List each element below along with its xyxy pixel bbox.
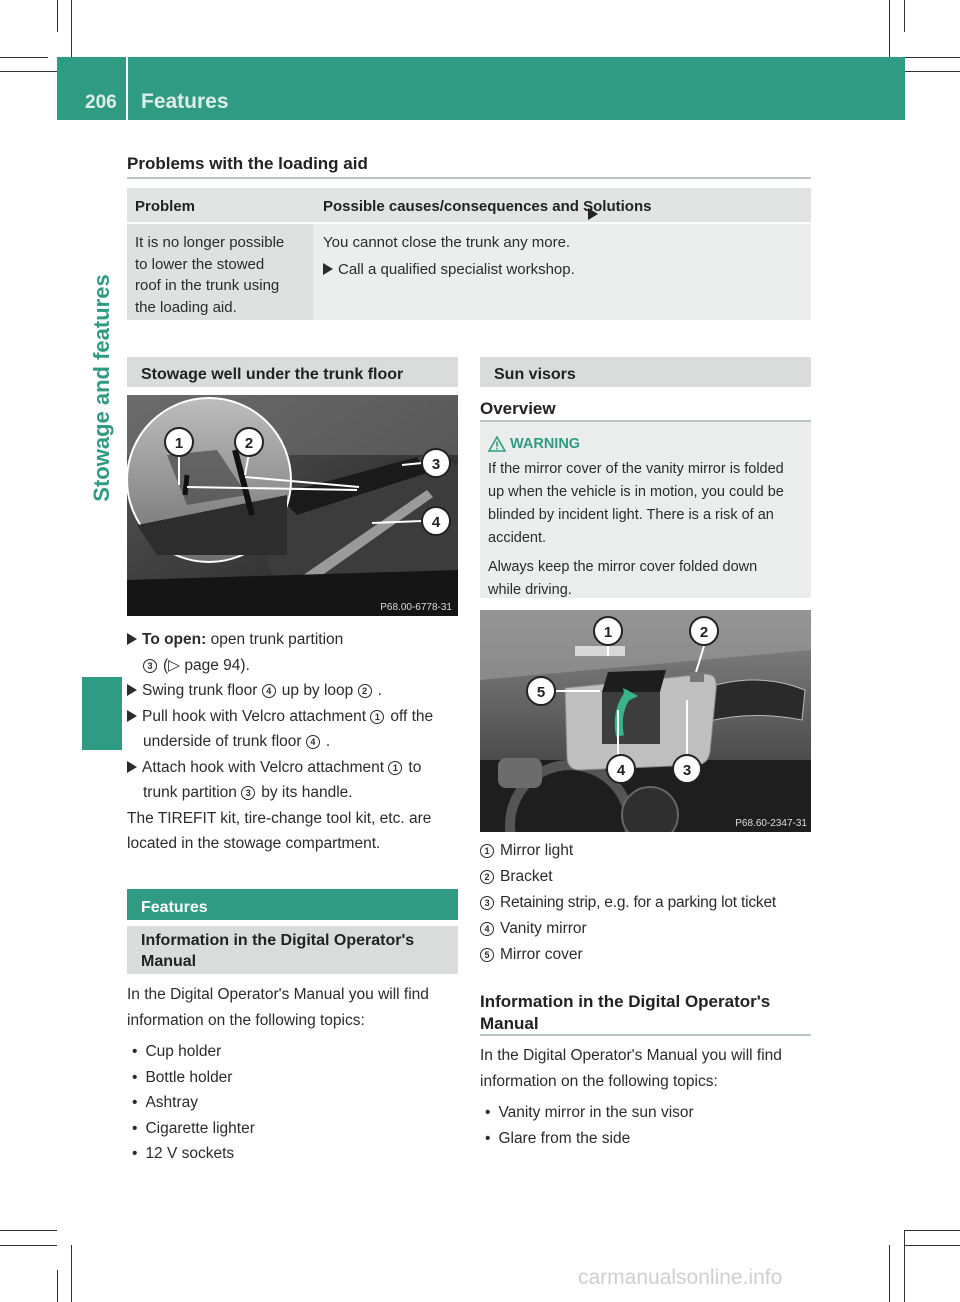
svg-text:2: 2 (699, 624, 709, 641)
list-item: • Glare from the side (485, 1126, 820, 1152)
warning-box (480, 422, 811, 598)
legend-item: 5 Mirror cover (480, 942, 820, 968)
callout-2 (690, 617, 718, 645)
problem-line: roof in the trunk using (135, 277, 280, 294)
header-title: Features (141, 90, 229, 113)
table-header-causes: Possible causes/consequences and (323, 198, 579, 215)
list-item: • Cup holder (132, 1039, 467, 1065)
arrow-icon (127, 710, 137, 722)
step-open: To open: open trunk partition (127, 627, 467, 653)
trunk-floor-photo (127, 395, 458, 616)
crop-mark (0, 1245, 57, 1246)
callout-1 (165, 428, 193, 456)
crop-mark (904, 0, 905, 32)
crop-mark (0, 1230, 57, 1231)
problem-line: the loading aid. (135, 298, 237, 316)
features-info: In the Digital Operator's Manual you will find information on the following topics: • Cup holder • Bottle holder • Ashtray • Cigarette lighter • 12 V sockets (127, 982, 467, 1167)
section-heading-stowage: Stowage well under the trunk floor (127, 357, 458, 387)
callout-3 (422, 449, 450, 477)
trunk-illustration (127, 395, 458, 616)
table-header-solutions (323, 198, 651, 215)
callout-3 (673, 755, 701, 783)
page-reference-link[interactable]: (▷ page 94). (163, 656, 250, 674)
svg-text:4: 4 (616, 762, 626, 779)
crop-mark (889, 0, 890, 57)
table-header (127, 188, 811, 222)
svg-text:3: 3 (682, 762, 692, 779)
arrow-icon (127, 633, 137, 645)
side-tab-label: Stowage and features (89, 274, 114, 502)
list-item: • Vanity mirror in the sun visor (485, 1100, 820, 1126)
page-header (57, 57, 905, 120)
svg-text:5: 5 (536, 684, 546, 701)
callout-4 (422, 507, 450, 535)
photo-code: P68.00-6778-31 (380, 602, 452, 613)
crop-mark (71, 1245, 72, 1302)
section-rule (127, 177, 811, 179)
table-cell-cause: You cannot close the trunk any more. (323, 234, 571, 251)
watermark: carmanualsonline.info (578, 1266, 783, 1289)
warning-icon (488, 436, 506, 452)
overview-heading: Overview (480, 399, 556, 418)
warning-title: WARNING (510, 436, 581, 452)
side-tab-marker (82, 677, 122, 750)
crop-mark (57, 0, 58, 32)
problem-line: It is no longer possible (135, 234, 285, 251)
problem-line: to lower the stowed (135, 255, 265, 273)
crop-mark (0, 71, 57, 72)
warning-text: If the mirror cover of the vanity mirror is folded up when the vehicle is in motion, you could be blinded by incident light. There is a risk of an accident. Always keep the mirror cover folded down while driving. (488, 461, 784, 598)
subheading-digital-manual: Information in the Digital Operator's Manual (127, 926, 458, 974)
svg-text:2: 2 (244, 435, 254, 452)
arrow-icon (127, 684, 137, 696)
stowage-note: located in the stowage compartment. (127, 835, 381, 852)
callout-1 (594, 617, 622, 645)
callout-2 (235, 428, 263, 456)
legend-item: 1 Mirror light (480, 838, 820, 864)
header-divider (126, 57, 128, 120)
crop-mark (905, 1230, 960, 1231)
sun-visor-photo (480, 610, 811, 832)
crop-mark (889, 1245, 890, 1302)
arrow-icon (323, 263, 333, 275)
crop-mark (905, 57, 960, 58)
list-item: • Bottle holder (132, 1065, 467, 1091)
problems-table (127, 188, 811, 320)
side-tab (82, 120, 122, 670)
legend-item: 3 Retaining strip, e.g. for a parking lot ticket (480, 890, 820, 916)
svg-text:3: 3 (431, 456, 441, 473)
table-cell-solution: Call a qualified specialist workshop. (323, 259, 575, 281)
svg-text:4: 4 (431, 514, 441, 531)
ref-number: 3 (143, 659, 157, 673)
callout-4 (607, 755, 635, 783)
stowage-note: The TIREFIT kit, tire-change tool kit, etc. are (127, 809, 432, 827)
table-header-solutions-label: Solutions (583, 198, 652, 215)
crop-mark (904, 1230, 905, 1302)
table-header-problem: Problem (135, 198, 196, 215)
callout-5 (527, 677, 555, 705)
svg-text:1: 1 (603, 624, 613, 641)
sun-visor-legend (480, 838, 820, 968)
list-item: • Ashtray (132, 1090, 467, 1116)
arrow-icon (588, 208, 598, 220)
crop-mark (905, 1245, 960, 1246)
table-cell-problem (127, 224, 313, 320)
legend-item: 2 Bracket (480, 864, 820, 890)
section-title-loading-aid: Problems with the loading aid (127, 154, 368, 173)
crop-mark (57, 1270, 58, 1302)
step-pull: Pull hook with Velcro attachment 1 off the (127, 704, 467, 730)
crop-mark (905, 71, 960, 72)
crop-mark (71, 0, 72, 57)
svg-text:1: 1 (174, 435, 184, 452)
photo-code: P68.60-2347-31 (735, 818, 807, 829)
sun-visor-illustration (480, 610, 811, 832)
page-number: 206 (85, 92, 117, 113)
section-heading-sun-visors: Sun visors (480, 357, 811, 387)
arrow-icon (127, 761, 137, 773)
info-heading-sun-visors: Information in the Digital Operator's Manual (480, 992, 771, 1033)
step-attach: Attach hook with Velcro attachment 1 to (127, 755, 467, 781)
crop-mark (0, 57, 48, 58)
step-swing: Swing trunk floor 4 up by loop 2 . (127, 678, 467, 704)
stowage-instructions: To open: open trunk partition 3 (▷ page 94). Swing trunk floor 4 up by loop 2 . Pull hook with Velcro attachment 1 off the underside of trunk floor 4 . Attach hook with Velcro attachment 1 to trunk partition 3 by its handle. The TIREFIT kit, tire-change tool kit, etc. are located in the stowage compartment. (127, 627, 467, 857)
section-heading-features: Features (127, 889, 458, 920)
list-item: • 12 V sockets (132, 1141, 467, 1167)
section-rule (480, 1034, 811, 1036)
sun-visor-info: In the Digital Operator's Manual you will find information on the following topics: • Vanity mirror in the sun visor • Glare from the side (480, 1043, 820, 1151)
legend-item: 4 Vanity mirror (480, 916, 820, 942)
list-item: • Cigarette lighter (132, 1116, 467, 1142)
